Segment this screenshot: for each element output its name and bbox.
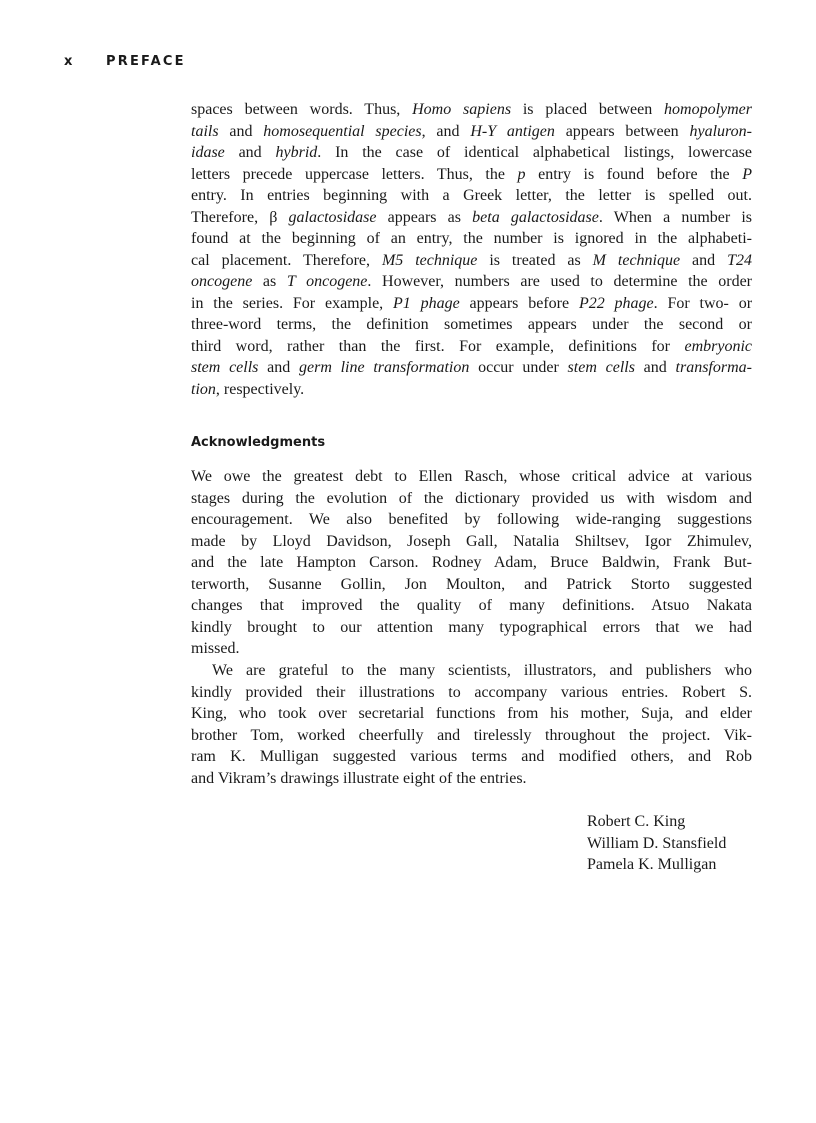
italic-term: Homo sapiens [412,101,512,118]
italic-term: P1 phage [393,294,460,312]
text-run: third word, rather than the first. For example, definitions for [191,337,685,355]
text-run: . However, numbers are used to determine the order [367,273,752,290]
section-title: PREFACE [106,54,186,69]
paragraph-acknowledgments-1 [191,466,752,660]
italic-term: germ line transformation [298,359,470,376]
text-run: . For two- or [653,294,753,312]
text-run: and Vikram’s drawings illustrate eight of the entries. [191,769,527,787]
text-run: and the late Hampton Carson. Rodney Adam, Bruce Baldwin, Frank But- [191,554,752,571]
text-run: as [252,273,287,290]
text-line [191,725,752,747]
text-line [191,595,752,617]
text-run: kindly brought to our attention many typographical errors that we had [191,618,752,636]
italic-term: homosequential species [263,122,422,140]
text-run: found at the beginning of an entry, the number is ignored in the alphabeti- [191,230,752,247]
italic-term: hyaluron- [689,122,752,140]
text-line [191,552,752,574]
signature-block [587,811,726,876]
text-run: We owe the greatest debt to Ellen Rasch, whose critical advice at various [191,468,752,485]
acknowledgments-heading: Acknowledgments [191,435,326,450]
text-run: King, who took over secretarial functions from his mother, Suja, and elder [191,705,752,722]
italic-term: galactosidase [288,208,377,226]
italic-term: M5 technique [381,251,478,269]
text-run: entry is found before the [525,165,743,183]
text-line [191,142,752,164]
text-line [191,357,752,379]
italic-term: p [517,165,526,183]
text-line [191,617,752,639]
italic-term: M technique [592,251,681,269]
text-run: and [680,251,728,269]
text-run: , and [421,122,471,140]
text-line [191,336,752,358]
text-run: appears between [554,122,690,140]
text-run: spaces between words. Thus, [191,101,413,118]
italic-term: P22 phage [578,294,654,312]
text-line [191,746,752,768]
text-line [191,99,752,121]
italic-term: T oncogene [286,273,368,290]
text-run: is treated as [477,251,593,269]
signatory-name: William D. Stansfield [587,834,727,852]
text-line [191,293,752,315]
text-line [191,682,752,704]
text-run: entry. In entries beginning with a Greek letter, the letter is spelled out. [191,187,752,204]
text-run: brother Tom, worked cheerfully and tirelessly throughout the project. Vik- [191,726,752,744]
text-line [191,488,752,510]
text-line [191,228,752,250]
text-line [191,509,752,531]
text-run: We are grateful to the many scientists, illustrators, and publishers who [212,662,752,679]
text-run: missed. [191,640,240,657]
signatory-name: Robert C. King [587,813,686,830]
text-run: Therefore, β [191,208,289,226]
text-run: and [218,122,264,140]
italic-term: tails [191,122,219,140]
text-run: ram K. Mulligan suggested various terms and modified others, and Rob [191,748,752,765]
text-run: is placed between [511,101,665,118]
paragraph-alphabetization [191,99,752,400]
text-line [191,768,752,790]
text-line [191,207,752,229]
text-run: stages during the evolution of the dictionary provided us with wisdom and [191,489,752,507]
text-run: letters precede uppercase letters. Thus, the [191,165,518,183]
italic-term: T24 [727,251,752,269]
italic-term: beta galactosidase [472,208,599,226]
italic-term: hybrid [275,144,318,161]
text-run: and [258,359,299,376]
text-run: . When a number is [598,208,753,226]
italic-term: tion [191,380,216,398]
text-run: appears before [459,294,579,312]
signatory-name: Pamela K. Mulligan [587,856,717,873]
italic-term: homopolymer [664,101,752,118]
italic-term: embryonic [684,337,752,355]
text-run: made by Lloyd Davidson, Joseph Gall, Natalia Shiltsev, Igor Zhimulev, [191,532,752,550]
text-run: . In the case of identical alphabetical listings, lowercase [317,144,752,161]
text-line [191,271,752,293]
italic-term: P [742,165,753,183]
text-line [191,164,752,186]
text-run: and [634,359,676,376]
italic-term: stem cells [191,359,259,376]
text-line [191,250,752,272]
italic-term: stem cells [567,359,635,376]
text-line [191,121,752,143]
text-line [191,638,752,660]
text-line [191,574,752,596]
text-run: terworth, Susanne Gollin, Jon Moulton, and Patrick Storto suggested [191,575,752,593]
text-run: in the series. For example, [191,294,393,312]
text-run: changes that improved the quality of many definitions. Atsuo Nakata [191,597,752,614]
text-line [191,379,752,401]
paragraph-acknowledgments-2 [191,660,752,789]
text-run: appears as [376,208,473,226]
text-line [191,466,752,488]
text-line [191,531,752,553]
italic-term: transforma- [675,359,752,376]
page-number: x [64,54,75,69]
text-run: , respectively. [215,380,305,398]
italic-term: idase [191,144,225,161]
text-line [191,660,752,682]
text-line [191,185,752,207]
text-line [191,314,752,336]
text-run: occur under [469,359,568,376]
text-line [191,703,752,725]
text-run: three-word terms, the definition sometimes appears under the second or [191,316,752,333]
text-run: encouragement. We also benefited by following wide-ranging suggestions [191,511,752,528]
italic-term: H-Y antigen [470,122,555,140]
text-run: cal placement. Therefore, [191,251,382,269]
text-run: kindly provided their illustrations to accompany various entries. Robert S. [191,683,752,701]
italic-term: oncogene [191,273,253,290]
text-run: and [224,144,276,161]
